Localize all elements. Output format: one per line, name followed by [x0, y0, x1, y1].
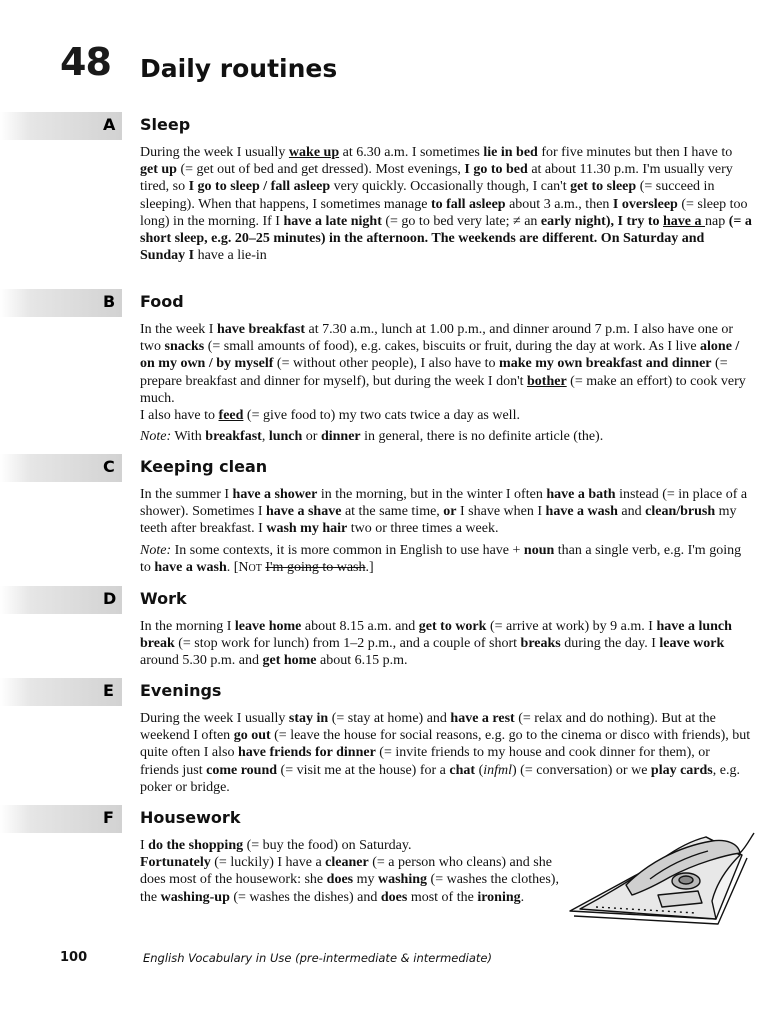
- term: Fortunately: [140, 855, 211, 871]
- term: have a lunch break: [140, 619, 732, 652]
- term: have a bath: [546, 487, 616, 502]
- section-heading: Food: [140, 292, 184, 311]
- term: to fall asleep: [430, 196, 506, 212]
- term: I go to bed: [464, 162, 528, 178]
- section-letter: F: [103, 808, 114, 827]
- paragraph: In the summer I have a shower in the morning, but in the winter I often have a bath instead (= in place of a shower). Sometimes I have a shave at the same time, or I shave when I have a wash and clean/brush my teeth after breakfast. I wash my hair two or three times a week.: [140, 487, 748, 537]
- term: breaks: [520, 636, 561, 652]
- section-letter: B: [103, 292, 116, 311]
- term: have a shave: [265, 504, 342, 520]
- term: have breakfast: [216, 322, 305, 337]
- term: ironing: [477, 889, 521, 905]
- term: (= a short sleep, e.g. 20–25 minutes) in the afternoon. The weekends are different. On Saturday and Sunday I: [140, 213, 752, 264]
- note: Note: In some contexts, it is more common in English to use have + noun than a single verb, e.g. I'm going to have a wash. [Not I'm going to wash.]: [140, 542, 742, 575]
- paragraph: During the week I usually stay in (= stay at home) and have a rest (= relax and do nothing). But at the weekend I often go out (= leave the house for social reasons, e.g. go to the cinema or disco with friends), but quite often I also have friends for dinner (= invite friends to my house and cook dinner for them), or friends just come round (= visit me at the house) for a chat (infml) (= conversation) or we play cards, e.g. poker or bridge.: [140, 711, 751, 795]
- term: get to sleep: [570, 179, 637, 195]
- term: wash my hair: [266, 521, 348, 537]
- section-heading: Housework: [140, 808, 241, 827]
- book-title: English Vocabulary in Use (pre-intermediate & intermediate): [143, 951, 492, 965]
- term: have a: [663, 213, 706, 229]
- section-letter: C: [103, 457, 115, 476]
- section-letter: E: [103, 681, 114, 700]
- section-letter: A: [103, 115, 116, 134]
- term: come round: [206, 762, 278, 778]
- term: alone / on my own / by myself: [140, 339, 740, 372]
- section-body: [140, 321, 752, 445]
- term: have a rest: [450, 711, 515, 726]
- paragraph: In the morning I leave home about 8.15 a.m. and get to work (= arrive at work) by 9 a.m. I have a lunch break (= stop work for lunch) from 1–2 p.m., and a couple of short breaks during the day. I leave work around 5.30 p.m. and get home about 6.15 p.m.: [140, 619, 732, 669]
- paragraph: I also have to feed (= give food to) my two cats twice a day as well.: [140, 408, 520, 424]
- term: stay in: [288, 711, 329, 726]
- term: snacks: [164, 339, 205, 355]
- term: get home: [262, 653, 317, 669]
- note: Note: With breakfast, lunch or dinner in general, there is no definite article (the).: [140, 429, 604, 445]
- term: bother: [527, 373, 567, 389]
- term: get up: [140, 162, 177, 178]
- section-letter: D: [103, 589, 117, 608]
- page-footer: [60, 950, 710, 970]
- term: chat: [449, 762, 476, 778]
- term: or: [443, 504, 457, 520]
- note-label: Note:: [140, 429, 172, 445]
- term: I oversleep: [612, 196, 678, 212]
- section-body: [140, 618, 752, 670]
- paragraph: I do the shopping (= buy the food) on Saturday. Fortunately (= luckily) I have a cleaner (= a person who cleans) and she does most of the housework: she does my washing (= washes the clothes), the washing-up (= washes the dishes) and does most of the ironing.: [140, 838, 559, 905]
- section-heading: Keeping clean: [140, 457, 268, 476]
- term: do the shopping: [148, 838, 244, 853]
- section-body: [140, 486, 752, 576]
- page-number: 100: [60, 950, 88, 965]
- term: early night: [540, 213, 606, 229]
- section-body: [140, 144, 752, 264]
- term: have a late night: [283, 213, 382, 229]
- section-heading: Sleep: [140, 115, 191, 134]
- term: make my own breakfast and dinner: [499, 356, 712, 372]
- paragraph: In the week I have breakfast at 7.30 a.m., lunch at 1.00 p.m., and dinner around 7 p.m. I also have one or two snacks (= small amounts of food), e.g. cakes, biscuits or fruit, during the day at work. As I live alone / on my own / by myself (= without other people), I also have to make my own breakfast and dinner (= prepare breakfast and dinner for myself), but during the week I don't bother (= make an effort) to cook very much.: [140, 322, 746, 406]
- section-body: [140, 837, 570, 906]
- term: feed: [218, 408, 244, 424]
- term: lie in bed: [483, 145, 538, 160]
- unit-number: 48: [60, 40, 111, 84]
- unit-title: Daily routines: [140, 54, 338, 83]
- term: washing-up: [160, 889, 230, 905]
- section-heading: Work: [140, 589, 187, 608]
- note-label: Note:: [140, 542, 172, 558]
- term: have a wash: [545, 504, 618, 520]
- term: does: [326, 872, 354, 888]
- term: play cards: [650, 762, 713, 778]
- term: washing: [378, 872, 428, 888]
- term: leave home: [234, 619, 302, 634]
- term: get to work: [418, 619, 487, 634]
- term: cleaner: [325, 855, 369, 871]
- term: have a shower: [232, 487, 318, 502]
- iron-icon: [566, 825, 756, 925]
- term: ), I try to: [605, 213, 664, 229]
- term: I go to sleep / fall asleep: [188, 179, 331, 195]
- term: leave work: [659, 636, 725, 652]
- paragraph: During the week I usually wake up at 6.30 a.m. I sometimes lie in bed for five minutes but then I have to get up (= get out of bed and get dressed). Most evenings, I go to bed at about 11.30 p.m. I'm usually very tired, so I go to sleep / fall asleep very quickly. Occasionally though, I can't get to sleep (= succeed in sleeping). When that happens, I sometimes manage to fall asleep about 3 a.m., then I oversleep (= sleep too long) in the morning. If I have a late night (= go to bed very late; ≠ an early night), I try to have a nap (= a short sleep, e.g. 20–25 minutes) in the afternoon. The weekends are different. On Saturday and Sunday I have a lie-in: [140, 145, 752, 264]
- term: wake up: [288, 145, 340, 160]
- term: does: [380, 889, 408, 905]
- section-body: [140, 710, 752, 796]
- term: have friends for dinner: [237, 745, 376, 761]
- term: clean/brush: [645, 504, 716, 520]
- term: go out: [233, 728, 271, 744]
- section-heading: Evenings: [140, 681, 222, 700]
